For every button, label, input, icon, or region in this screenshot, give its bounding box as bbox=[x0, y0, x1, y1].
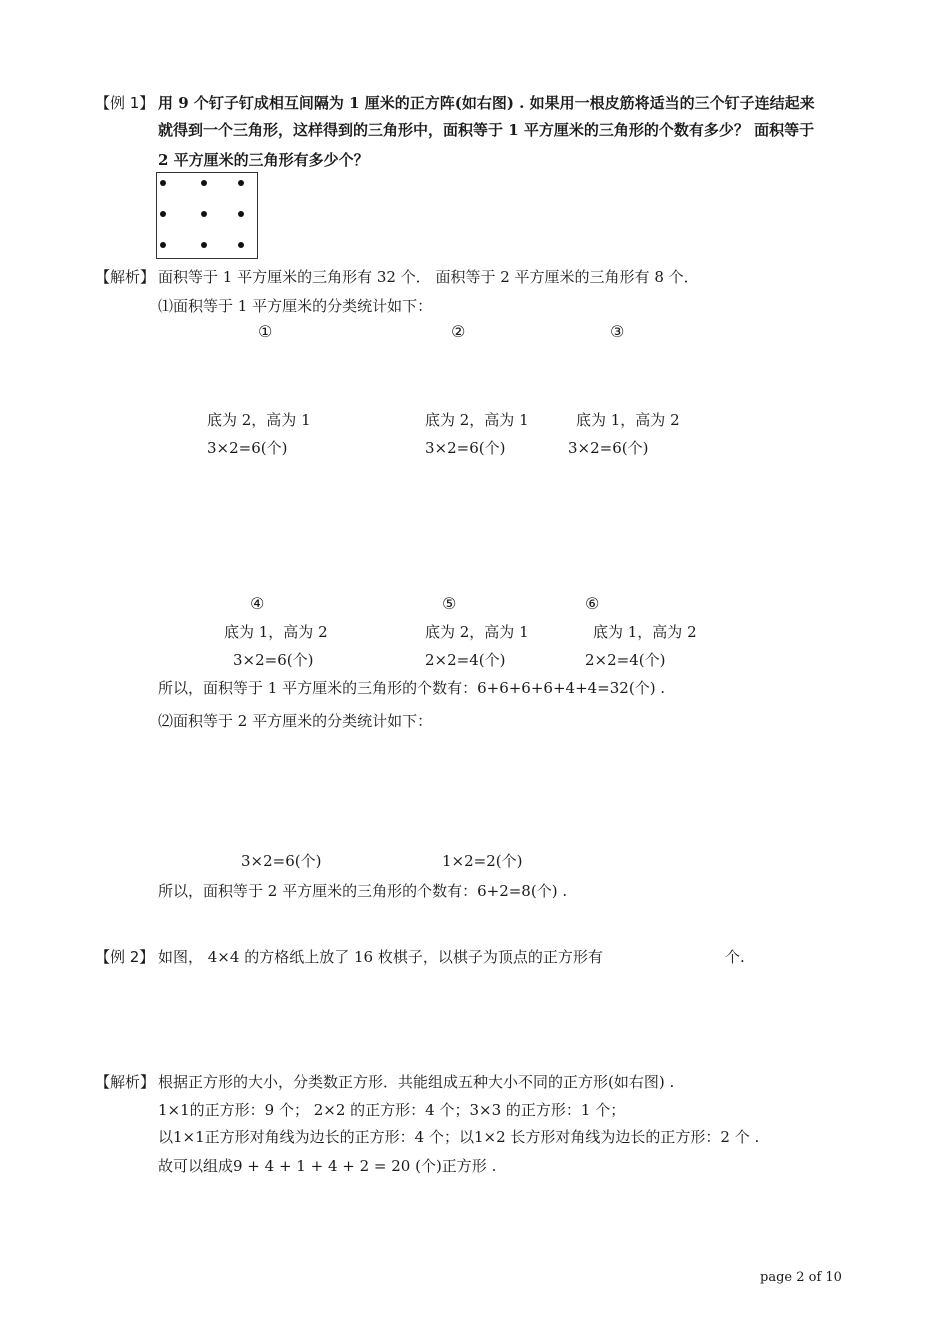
nail-dot bbox=[160, 211, 166, 217]
part-1-conclusion: 所以，面积等于 1 平方厘米的三角形的个数有：6+6+6+6+4+4=32(个) . bbox=[158, 679, 666, 697]
case-marker: ③ bbox=[610, 322, 625, 341]
example-2-tag: 【例 2】 bbox=[95, 948, 155, 966]
nail-dot bbox=[238, 242, 244, 248]
case-description: 底为 1，高为 2 bbox=[576, 411, 680, 429]
part-2-calculation: 1×2=2(个) bbox=[442, 852, 523, 870]
solution-2-line-4: 故可以组成9 + 4 + 1 + 4 + 2 = 20 (个)正方形 . bbox=[158, 1157, 497, 1175]
case-calculation: 3×2=6(个) bbox=[568, 439, 649, 457]
nail-dot bbox=[201, 180, 207, 186]
case-description: 底为 1，高为 2 bbox=[224, 623, 328, 641]
case-calculation: 2×2=4(个) bbox=[425, 651, 506, 669]
example-1-line-3: 2 平方厘米的三角形有多少个？ bbox=[158, 151, 369, 169]
solution-2-line-3: 以1×1正方形对角线为边长的正方形：4 个；以1×2 长方形对角线为边长的正方形：2 个 . bbox=[158, 1128, 760, 1146]
solution-2-tag: 【解析】 bbox=[95, 1073, 156, 1091]
nail-dot bbox=[238, 180, 244, 186]
case-marker: ⑥ bbox=[585, 594, 600, 613]
case-calculation: 3×2=6(个) bbox=[207, 439, 288, 457]
example-2-text: 如图， 4×4 的方格纸上放了 16 枚棋子，以棋子为顶点的正方形有 bbox=[158, 948, 603, 966]
nail-grid-figure bbox=[156, 172, 258, 259]
case-calculation: 2×2=4(个) bbox=[585, 651, 666, 669]
part-2-conclusion: 所以，面积等于 2 平方厘米的三角形的个数有：6+2=8(个) . bbox=[158, 882, 568, 900]
case-description: 底为 2，高为 1 bbox=[425, 411, 529, 429]
example-2-answer-suffix: 个. bbox=[725, 948, 745, 966]
case-description: 底为 2，高为 1 bbox=[425, 623, 529, 641]
solution-1-tag: 【解析】 bbox=[95, 268, 156, 286]
solution-2-line-1: 根据正方形的大小，分类数正方形．共能组成五种大小不同的正方形(如右图) . bbox=[158, 1073, 675, 1091]
case-description: 底为 1，高为 2 bbox=[593, 623, 697, 641]
solution-1-summary: 面积等于 1 平方厘米的三角形有 32 个． 面积等于 2 平方厘米的三角形有 8 个． bbox=[158, 268, 699, 286]
nail-dot bbox=[238, 211, 244, 217]
nail-dot bbox=[160, 242, 166, 248]
example-1-line-2: 就得到一个三角形，这样得到的三角形中，面积等于 1 平方厘米的三角形的个数有多少？ 面积等于 bbox=[158, 121, 815, 139]
page-number: page 2 of 10 bbox=[760, 1270, 842, 1285]
solution-2-line-2: 1×1的正方形：9 个； 2×2 的正方形：4 个；3×3 的正方形：1 个； bbox=[158, 1101, 626, 1119]
case-marker: ④ bbox=[250, 594, 265, 613]
example-1-line-1: 用 9 个钉子钉成相互间隔为 1 厘米的正方阵(如右图) . 如果用一根皮筋将适当的三个钉子连结起来 bbox=[158, 94, 815, 112]
part-1-heading: ⑴面积等于 1 平方厘米的分类统计如下： bbox=[158, 297, 433, 315]
part-2-heading: ⑵面积等于 2 平方厘米的分类统计如下： bbox=[158, 712, 433, 730]
case-marker: ② bbox=[451, 322, 466, 341]
example-1-tag: 【例 1】 bbox=[95, 94, 155, 112]
part-2-calculation: 3×2=6(个) bbox=[241, 852, 322, 870]
case-calculation: 3×2=6(个) bbox=[425, 439, 506, 457]
nail-dot bbox=[201, 211, 207, 217]
nail-dot bbox=[201, 242, 207, 248]
case-description: 底为 2，高为 1 bbox=[207, 411, 311, 429]
case-marker: ① bbox=[258, 322, 273, 341]
case-marker: ⑤ bbox=[442, 594, 457, 613]
nail-dot bbox=[160, 180, 166, 186]
case-calculation: 3×2=6(个) bbox=[233, 651, 314, 669]
